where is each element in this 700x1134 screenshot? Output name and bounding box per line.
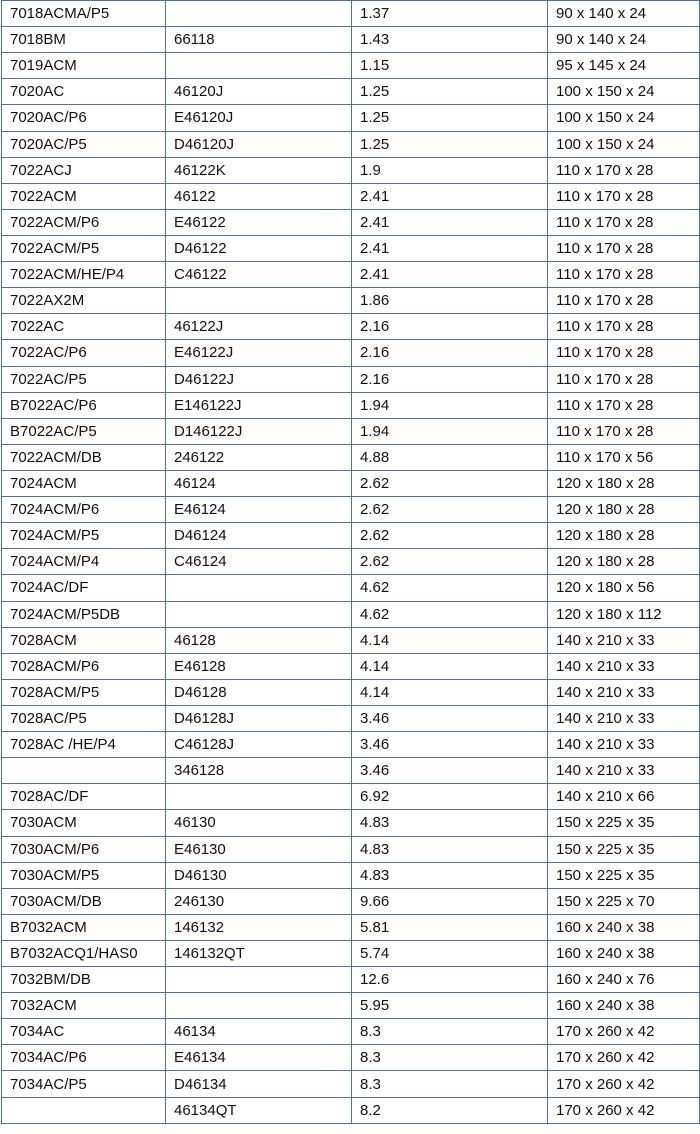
dimensions-cell: 170 x 260 x 42 [548, 1045, 700, 1071]
code-cell [166, 967, 352, 993]
model-cell: 7028ACM/P5 [2, 679, 166, 705]
model-cell: 7024ACM/P5 [2, 523, 166, 549]
dimensions-cell: 100 x 150 x 24 [548, 79, 700, 105]
weight-cell: 8.3 [352, 1045, 548, 1071]
dimensions-cell: 90 x 140 x 24 [548, 1, 700, 27]
table-row [2, 53, 700, 79]
table-row [2, 940, 700, 966]
weight-cell: 6.92 [352, 784, 548, 810]
dimensions-cell: 170 x 260 x 42 [548, 1097, 700, 1123]
weight-cell: 1.37 [352, 1, 548, 27]
weight-cell: 4.83 [352, 836, 548, 862]
table-row [2, 810, 700, 836]
weight-cell: 2.41 [352, 209, 548, 235]
dimensions-cell: 150 x 225 x 35 [548, 810, 700, 836]
code-cell: D46128 [166, 679, 352, 705]
dimensions-cell: 110 x 170 x 28 [548, 392, 700, 418]
dimensions-cell: 140 x 210 x 33 [548, 758, 700, 784]
dimensions-cell: 110 x 170 x 28 [548, 209, 700, 235]
dimensions-cell: 150 x 225 x 35 [548, 862, 700, 888]
model-cell: 7022ACM/P5 [2, 235, 166, 261]
weight-cell: 4.14 [352, 679, 548, 705]
code-cell: 46134 [166, 1019, 352, 1045]
weight-cell: 1.86 [352, 288, 548, 314]
model-cell [2, 1097, 166, 1123]
dimensions-cell: 140 x 210 x 66 [548, 784, 700, 810]
model-cell: 7028ACM/P6 [2, 653, 166, 679]
weight-cell: 1.94 [352, 392, 548, 418]
code-cell: E46130 [166, 836, 352, 862]
code-cell: C46124 [166, 549, 352, 575]
dimensions-cell: 140 x 210 x 33 [548, 679, 700, 705]
dimensions-cell: 110 x 170 x 28 [548, 157, 700, 183]
weight-cell: 2.62 [352, 549, 548, 575]
model-cell: 7019ACM [2, 53, 166, 79]
dimensions-cell: 140 x 210 x 33 [548, 627, 700, 653]
model-cell: 7034AC/P6 [2, 1045, 166, 1071]
code-cell: 46134QT [166, 1097, 352, 1123]
table-row [2, 758, 700, 784]
weight-cell: 2.62 [352, 523, 548, 549]
model-cell: 7020AC [2, 79, 166, 105]
weight-cell: 8.3 [352, 1071, 548, 1097]
model-cell: 7028AC/P5 [2, 705, 166, 731]
table-row [2, 470, 700, 496]
table-row [2, 340, 700, 366]
code-cell [166, 288, 352, 314]
model-cell: 7022AC/P5 [2, 366, 166, 392]
dimensions-cell: 120 x 180 x 28 [548, 497, 700, 523]
dimensions-cell: 110 x 170 x 28 [548, 366, 700, 392]
code-cell: D46120J [166, 131, 352, 157]
model-cell: 7022ACM/P6 [2, 209, 166, 235]
table-row [2, 862, 700, 888]
model-cell: 7030ACM/P6 [2, 836, 166, 862]
weight-cell: 1.94 [352, 418, 548, 444]
table-row [2, 1045, 700, 1071]
weight-cell: 2.62 [352, 497, 548, 523]
model-cell: 7024AC/DF [2, 575, 166, 601]
model-cell: 7022AC/P6 [2, 340, 166, 366]
code-cell [166, 601, 352, 627]
dimensions-cell: 160 x 240 x 38 [548, 993, 700, 1019]
weight-cell: 2.41 [352, 235, 548, 261]
model-cell: 7032BM/DB [2, 967, 166, 993]
model-cell: 7024ACM [2, 470, 166, 496]
model-cell: 7020AC/P6 [2, 105, 166, 131]
code-cell: 146132 [166, 914, 352, 940]
code-cell: 66118 [166, 27, 352, 53]
model-cell: 7024ACM/P4 [2, 549, 166, 575]
model-cell: 7022ACM/HE/P4 [2, 262, 166, 288]
table-row [2, 967, 700, 993]
table-row [2, 27, 700, 53]
dimensions-cell: 120 x 180 x 112 [548, 601, 700, 627]
weight-cell: 1.43 [352, 27, 548, 53]
code-cell: E46134 [166, 1045, 352, 1071]
weight-cell: 3.46 [352, 705, 548, 731]
code-cell: E46128 [166, 653, 352, 679]
table-row [2, 1097, 700, 1123]
weight-cell: 3.46 [352, 732, 548, 758]
code-cell: 46120J [166, 79, 352, 105]
table-row [2, 288, 700, 314]
code-cell: 246122 [166, 444, 352, 470]
weight-cell: 3.46 [352, 758, 548, 784]
dimensions-cell: 110 x 170 x 28 [548, 314, 700, 340]
table-row [2, 444, 700, 470]
model-cell: 7028AC/DF [2, 784, 166, 810]
code-cell: 346128 [166, 758, 352, 784]
code-cell: E46122J [166, 340, 352, 366]
model-cell: B7032ACM [2, 914, 166, 940]
model-cell: 7018ACMA/P5 [2, 1, 166, 27]
dimensions-cell: 140 x 210 x 33 [548, 705, 700, 731]
dimensions-cell: 100 x 150 x 24 [548, 131, 700, 157]
table-row [2, 183, 700, 209]
dimensions-cell: 110 x 170 x 28 [548, 418, 700, 444]
table-row [2, 679, 700, 705]
dimensions-cell: 170 x 260 x 42 [548, 1019, 700, 1045]
dimensions-cell: 100 x 150 x 24 [548, 105, 700, 131]
table-row [2, 209, 700, 235]
table-row [2, 1019, 700, 1045]
model-cell: B7022AC/P5 [2, 418, 166, 444]
table-row [2, 914, 700, 940]
weight-cell: 9.66 [352, 888, 548, 914]
code-cell: E46122 [166, 209, 352, 235]
weight-cell: 2.16 [352, 314, 548, 340]
weight-cell: 1.15 [352, 53, 548, 79]
model-cell: 7034AC [2, 1019, 166, 1045]
model-cell: 7028ACM [2, 627, 166, 653]
bearing-spec-table [1, 0, 700, 1124]
table-row [2, 418, 700, 444]
weight-cell: 4.83 [352, 862, 548, 888]
model-cell: 7024ACM/P6 [2, 497, 166, 523]
model-cell: 7030ACM/DB [2, 888, 166, 914]
dimensions-cell: 110 x 170 x 28 [548, 288, 700, 314]
table-row [2, 549, 700, 575]
weight-cell: 4.14 [352, 627, 548, 653]
model-cell: 7024ACM/P5DB [2, 601, 166, 627]
model-cell: 7022ACM/DB [2, 444, 166, 470]
weight-cell: 1.9 [352, 157, 548, 183]
weight-cell: 1.25 [352, 131, 548, 157]
weight-cell: 2.62 [352, 470, 548, 496]
model-cell: 7032ACM [2, 993, 166, 1019]
dimensions-cell: 160 x 240 x 38 [548, 914, 700, 940]
dimensions-cell: 110 x 170 x 28 [548, 262, 700, 288]
weight-cell: 12.6 [352, 967, 548, 993]
model-cell: 7020AC/P5 [2, 131, 166, 157]
table-body [2, 1, 700, 1124]
table-row [2, 131, 700, 157]
weight-cell: 5.95 [352, 993, 548, 1019]
code-cell: 46122J [166, 314, 352, 340]
code-cell [166, 1, 352, 27]
dimensions-cell: 120 x 180 x 28 [548, 523, 700, 549]
weight-cell: 4.83 [352, 810, 548, 836]
model-cell: 7022AC [2, 314, 166, 340]
code-cell [166, 993, 352, 1019]
table-row [2, 601, 700, 627]
model-cell: 7022AX2M [2, 288, 166, 314]
code-cell: D46122J [166, 366, 352, 392]
dimensions-cell: 170 x 260 x 42 [548, 1071, 700, 1097]
code-cell: 246130 [166, 888, 352, 914]
table-row [2, 836, 700, 862]
code-cell: 46124 [166, 470, 352, 496]
code-cell: E146122J [166, 392, 352, 418]
model-cell: 7022ACJ [2, 157, 166, 183]
dimensions-cell: 110 x 170 x 28 [548, 183, 700, 209]
weight-cell: 4.88 [352, 444, 548, 470]
code-cell [166, 784, 352, 810]
weight-cell: 5.81 [352, 914, 548, 940]
weight-cell: 2.41 [352, 262, 548, 288]
table-row [2, 262, 700, 288]
code-cell: 46122 [166, 183, 352, 209]
weight-cell: 4.62 [352, 601, 548, 627]
dimensions-cell: 160 x 240 x 76 [548, 967, 700, 993]
weight-cell: 2.16 [352, 340, 548, 366]
table-row [2, 1, 700, 27]
table-row [2, 705, 700, 731]
weight-cell: 1.25 [352, 105, 548, 131]
dimensions-cell: 160 x 240 x 38 [548, 940, 700, 966]
weight-cell: 4.62 [352, 575, 548, 601]
dimensions-cell: 150 x 225 x 35 [548, 836, 700, 862]
code-cell: 146132QT [166, 940, 352, 966]
table-row [2, 497, 700, 523]
weight-cell: 8.3 [352, 1019, 548, 1045]
model-cell: 7028AC /HE/P4 [2, 732, 166, 758]
weight-cell: 8.2 [352, 1097, 548, 1123]
code-cell: C46122 [166, 262, 352, 288]
dimensions-cell: 140 x 210 x 33 [548, 653, 700, 679]
weight-cell: 4.14 [352, 653, 548, 679]
table-row [2, 79, 700, 105]
table-row [2, 235, 700, 261]
dimensions-cell: 120 x 180 x 28 [548, 470, 700, 496]
dimensions-cell: 140 x 210 x 33 [548, 732, 700, 758]
model-cell: 7018BM [2, 27, 166, 53]
code-cell: D46124 [166, 523, 352, 549]
model-cell: 7030ACM [2, 810, 166, 836]
table-row [2, 575, 700, 601]
weight-cell: 5.74 [352, 940, 548, 966]
table-row [2, 784, 700, 810]
table-row [2, 1071, 700, 1097]
weight-cell: 2.41 [352, 183, 548, 209]
model-cell [2, 758, 166, 784]
dimensions-cell: 95 x 145 x 24 [548, 53, 700, 79]
dimensions-cell: 110 x 170 x 56 [548, 444, 700, 470]
code-cell: 46130 [166, 810, 352, 836]
table-row [2, 732, 700, 758]
weight-cell: 2.16 [352, 366, 548, 392]
model-cell: 7022ACM [2, 183, 166, 209]
dimensions-cell: 110 x 170 x 28 [548, 340, 700, 366]
table-row [2, 105, 700, 131]
model-cell: B7032ACQ1/HAS0 [2, 940, 166, 966]
dimensions-cell: 110 x 170 x 28 [548, 235, 700, 261]
weight-cell: 1.25 [352, 79, 548, 105]
code-cell: D46128J [166, 705, 352, 731]
code-cell: 46128 [166, 627, 352, 653]
table-row [2, 523, 700, 549]
code-cell: E46120J [166, 105, 352, 131]
code-cell: D46134 [166, 1071, 352, 1097]
dimensions-cell: 120 x 180 x 56 [548, 575, 700, 601]
table-row [2, 627, 700, 653]
model-cell: B7022AC/P6 [2, 392, 166, 418]
table-row [2, 314, 700, 340]
code-cell [166, 53, 352, 79]
code-cell: D146122J [166, 418, 352, 444]
table-row [2, 888, 700, 914]
code-cell: D46130 [166, 862, 352, 888]
dimensions-cell: 120 x 180 x 28 [548, 549, 700, 575]
table-row [2, 366, 700, 392]
code-cell: D46122 [166, 235, 352, 261]
dimensions-cell: 150 x 225 x 70 [548, 888, 700, 914]
dimensions-cell: 90 x 140 x 24 [548, 27, 700, 53]
code-cell [166, 575, 352, 601]
code-cell: C46128J [166, 732, 352, 758]
table-row [2, 157, 700, 183]
model-cell: 7034AC/P5 [2, 1071, 166, 1097]
code-cell: 46122K [166, 157, 352, 183]
table-row [2, 993, 700, 1019]
model-cell: 7030ACM/P5 [2, 862, 166, 888]
table-row [2, 653, 700, 679]
code-cell: E46124 [166, 497, 352, 523]
table-row [2, 392, 700, 418]
